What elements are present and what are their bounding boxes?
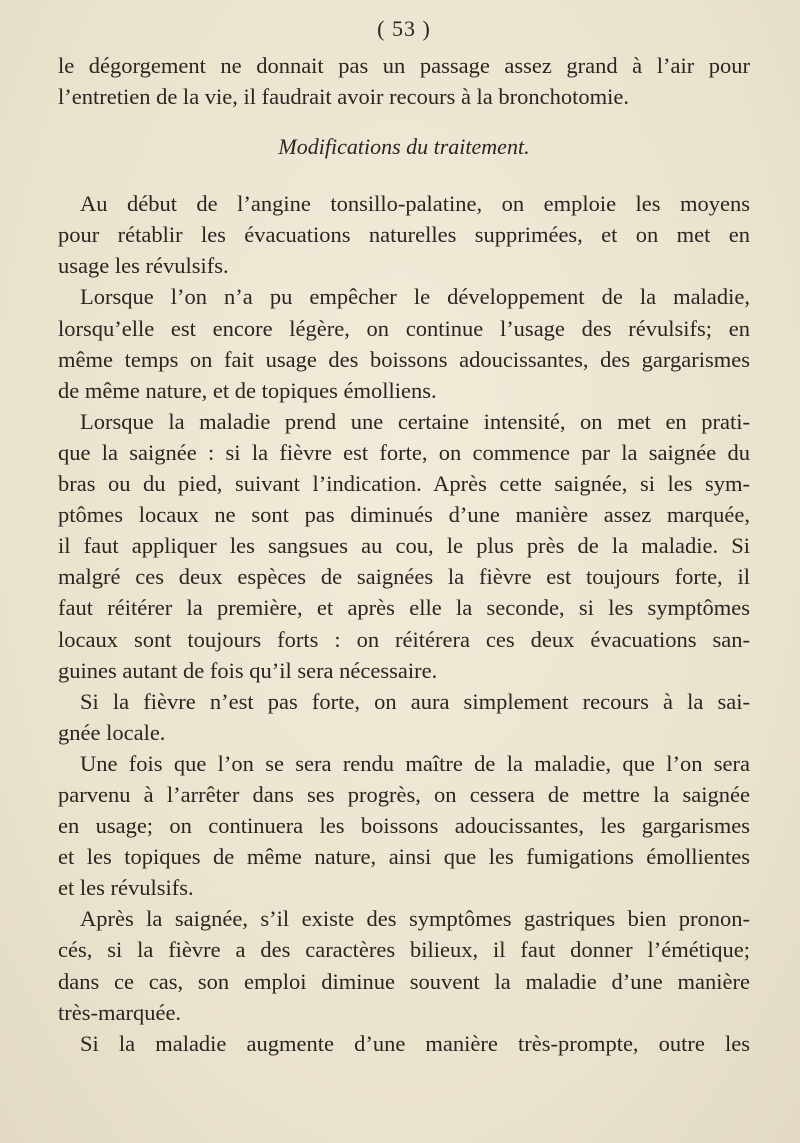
text-line: parvenu à l’arrêter dans ses progrès, on cessera de mettre la saignée — [58, 781, 750, 807]
body-text — [58, 188, 750, 1059]
text-line: faut réitérer la première, et après elle la seconde, si les symptômes — [58, 595, 750, 621]
paragraph — [58, 406, 750, 686]
section-heading: Modifications du traitement. — [278, 134, 530, 160]
text-line: ptômes locaux ne sont pas diminués d’une manière assez marquée, — [58, 502, 750, 528]
text-line: l’entretien de la vie, il faudrait avoir recours à la bronchotomie. — [58, 84, 630, 110]
text-line: lorsqu’elle est encore légère, on continue l’usage des révulsifs; en — [58, 315, 750, 341]
text-line: même temps on fait usage des boissons adoucissantes, des gargarismes — [58, 346, 750, 372]
text-line: bras ou du pied, suivant l’indication. Après cette saignée, si les sym- — [58, 471, 750, 497]
text-line: et les révulsifs. — [58, 875, 194, 901]
text-line: il faut appliquer les sangsues au cou, le plus près de la maladie. Si — [58, 533, 750, 559]
text-line: dans ce cas, son emploi diminue souvent la maladie d’une manière — [58, 968, 750, 994]
text-line: locaux sont toujours forts : on réitérera ces deux évacuations san- — [58, 626, 750, 652]
text-line: le dégorgement ne donnait pas un passage assez grand à l’air pour — [58, 53, 750, 78]
paragraph — [58, 748, 750, 903]
text-line: Au début de l’angine tonsillo-palatine, on emploie les moyens — [80, 191, 750, 217]
paragraph — [58, 281, 750, 405]
text-line: gnée locale. — [58, 719, 166, 745]
text-line: Une fois que l’on se sera rendu maître de la maladie, que l’on sera — [80, 750, 750, 776]
text-line: malgré ces deux espèces de saignées la fièvre est toujours forte, il — [58, 564, 750, 590]
text-line: en usage; on continuera les boissons adoucissantes, les gargarismes — [58, 813, 750, 839]
text-line: Si la maladie augmente d’une manière très-prompte, outre les — [80, 1030, 750, 1056]
paragraph — [58, 686, 750, 748]
text-line: Lorsque la maladie prend une certaine intensité, on met en prati- — [80, 408, 750, 434]
text-line: Lorsque l’on n’a pu empêcher le développement de la maladie, — [80, 284, 750, 310]
text-line: Après la saignée, s’il existe des symptômes gastriques bien pronon- — [80, 906, 750, 932]
intro-text — [58, 50, 750, 112]
text-line: Si la fièvre n’est pas forte, on aura simplement recours à la sai- — [80, 688, 750, 714]
paragraph — [58, 188, 750, 281]
text-line: très-marquée. — [58, 999, 182, 1025]
paragraph — [58, 903, 750, 1027]
page-number: ( 53 ) — [377, 16, 431, 41]
text-line: et les topiques de même nature, ainsi que les fumigations émollientes — [58, 844, 750, 870]
text-line: cés, si la fièvre a des caractères bilieux, il faut donner l’émétique; — [58, 937, 750, 963]
paragraph — [58, 1028, 750, 1059]
text-line: pour rétablir les évacuations naturelles supprimées, et on met en — [58, 222, 750, 248]
text-line: de même nature, et de topiques émolliens. — [58, 377, 437, 403]
text-line: usage les révulsifs. — [58, 253, 229, 279]
text-line: guines autant de fois qu’il sera nécessaire. — [58, 657, 438, 683]
text-line: que la saignée : si la fièvre est forte, on commence par la saignée du — [58, 439, 750, 465]
